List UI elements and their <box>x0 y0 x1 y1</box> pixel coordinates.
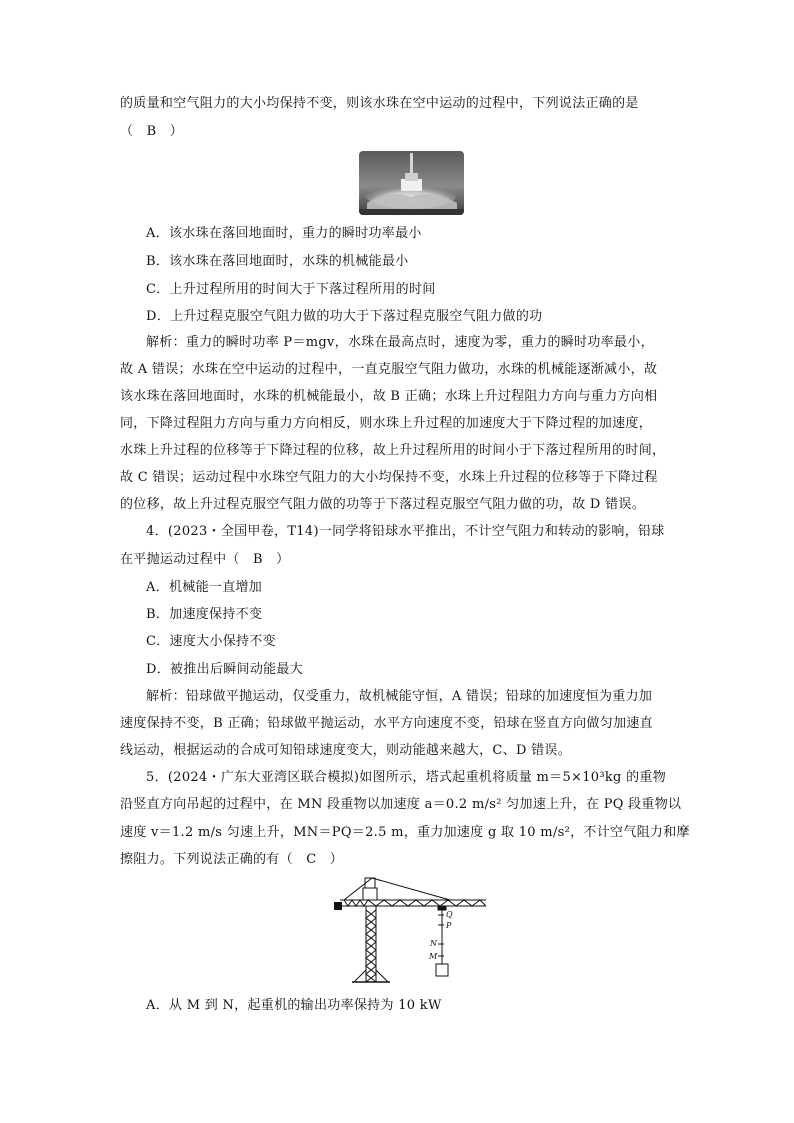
tower-crane-figure <box>330 870 490 988</box>
label-p: P <box>446 921 452 930</box>
q5-stem-line: 沿竖直方向吊起的过程中，在 MN 段重物以加速度 a＝0.2 m/s² 匀加速上升，在 PQ 段重物以 <box>120 797 682 812</box>
q3-analysis-line: 解析：重力的瞬时功率 P＝mgv，水珠在最高点时，速度为零，重力的瞬时功率最小， <box>146 335 654 350</box>
q4-option-c: C．速度大小保持不变 <box>146 634 276 649</box>
q4-option-d: D．被推出后瞬间动能最大 <box>146 662 304 677</box>
q3-option-d: D．上升过程克服空气阻力做的功大于下落过程克服空气阻力做的功 <box>146 309 543 324</box>
q3-stem-line-2: （ B ） <box>120 124 184 139</box>
label-n: N <box>430 939 437 948</box>
q3-stem-line-1: 的质量和空气阻力的大小均保持不变，则该水珠在空中运动的过程中，下列说法正确的是 <box>120 96 639 111</box>
label-m: M <box>429 952 438 961</box>
q4-analysis-line: 解析：铅球做平抛运动，仅受重力，故机械能守恒，A 错误；铅球的加速度恒为重力加 <box>146 689 653 704</box>
q3-analysis-line: 的位移，故上升过程克服空气阻力做的功等于下落过程克服空气阻力做的功，故 D 错误。 <box>120 497 645 512</box>
q3-analysis-line: 故 A 错误；水珠在空中运动的过程中，一直克服空气阻力做功，水珠的机械能逐渐减小，故 <box>120 362 658 377</box>
q5-option-a: A．从 M 到 N，起重机的输出功率保持为 10 kW <box>146 998 442 1013</box>
label-q: Q <box>446 910 453 919</box>
q4-stem-line-1: 4．(2023・全国甲卷，T14)一同学将铅球水平推出，不计空气阻力和转动的影响，铅球 <box>146 524 665 539</box>
q5-stem-line: 速度 v＝1.2 m/s 匀速上升，MN＝PQ＝2.5 m，重力加速度 g 取 10 m/s²，不计空气阻力和摩 <box>120 825 690 840</box>
q3-analysis-line: 该水珠在落回地面时，水珠的机械能最小，故 B 正确；水珠上升过程阻力方向与重力方向相 <box>120 389 658 404</box>
fountain-photo <box>359 151 464 215</box>
q3-option-a: A．该水珠在落回地面时，重力的瞬时功率最小 <box>146 226 422 241</box>
q5-stem-line: 擦阻力。下列说法正确的有（ C ） <box>120 852 344 867</box>
q4-stem-line-2: 在平抛运动过程中（ B ） <box>120 552 290 567</box>
q4-option-b: B．加速度保持不变 <box>146 607 263 622</box>
q4-option-a: A．机械能一直增加 <box>146 580 263 595</box>
q3-option-c: C．上升过程所用的时间大于下落过程所用的时间 <box>146 282 436 297</box>
q3-analysis-line: 同，下降过程阻力方向与重力方向相反，则水珠上升过程的加速度大于下降过程的加速度， <box>120 416 653 431</box>
q3-option-b: B．该水珠在落回地面时，水珠的机械能最小 <box>146 254 409 269</box>
q3-analysis-line: 故 C 错误；运动过程中水珠空气阻力的大小均保持不变，水珠上升过程的位移等于下降过程 <box>120 470 658 485</box>
q5-stem-line: 5．(2024・广东大亚湾区联合模拟)如图所示，塔式起重机将质量 m＝5×10³kg 的重物 <box>146 770 667 785</box>
q4-analysis-line: 线运动，根据运动的合成可知铅球速度变大，则动能越来越大，C、D 错误。 <box>120 743 572 758</box>
q4-analysis-line: 速度保持不变，B 正确；铅球做平抛运动，水平方向速度不变，铅球在竖直方向做匀加速直 <box>120 716 653 731</box>
q3-analysis-line: 水珠上升过程的位移等于下降过程的位移，故上升过程所用的时间小于下落过程所用的时间， <box>120 443 666 458</box>
